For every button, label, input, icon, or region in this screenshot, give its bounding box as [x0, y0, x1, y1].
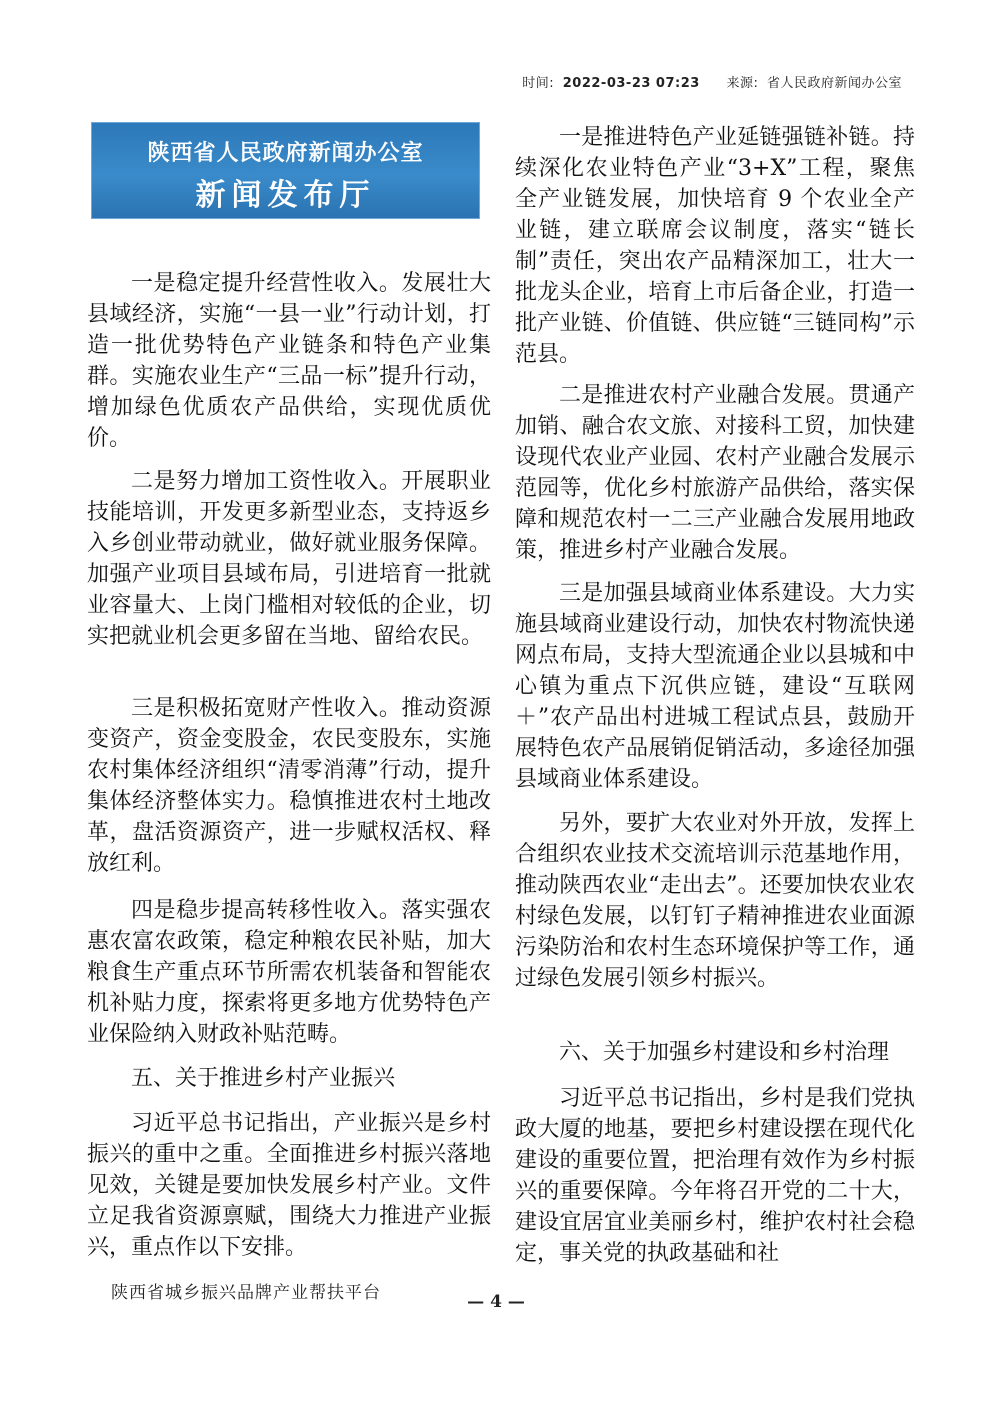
section-heading-industry: 五、关于推进乡村产业振兴 [131, 1066, 396, 1091]
paragraph-transfer-income: 四是稳步提高转移性收入。落实强农惠农富农政策，稳定种粮农民补贴，加大粮食生产重点环节所需农机装备和智能农机补贴力度，探索将更多地方优势特色产业保险纳入财政补贴范畴。 [87, 898, 491, 1047]
section-heading-governance: 六、关于加强乡村建设和乡村治理 [559, 1040, 890, 1065]
publish-date: 2022-03-23 07:23 [562, 76, 700, 91]
paragraph-industry-integration: 二是推进农村产业融合发展。贯通产加销、融合农文旅、对接科工贸，加快建设现代农业产业园、农村产业融合发展示范园等，优化乡村旅游产品供给，落实保障和规范农村一二三产业融合发展用地政策，推进乡村产业融合发展。 [515, 383, 915, 563]
footer-platform-name: 陕西省城乡振兴品牌产业帮扶平台 [111, 1283, 381, 1303]
source-label: 来源: [726, 76, 759, 91]
paragraph-county-commerce: 三是加强县域商业体系建设。大力实施县域商业建设行动，加快农村物流快递网点布局，支持大型流通企业以县城和中心镇为重点下沉供应链，建设“互联网＋”农产品出村进城工程试点县，鼓励开展特色农产品展销促销活动，多途径加强县域商业体系建设。 [515, 581, 915, 792]
paragraph-industry-intro: 习近平总书记指出，产业振兴是乡村振兴的重中之重。全面推进乡村振兴落地见效，关键是要加快发展乡村产业。文件立足我省资源禀赋，围绕大力推进产业振兴，重点作以下安排。 [87, 1111, 491, 1260]
paragraph-operating-income: 一是稳定提升经营性收入。发展壮大县域经济，实施“一县一业”行动计划，打造一批优势特色产业链条和特色产业集群。实施农业生产“三品一标”提升行动，增加绿色优质农产品供给，实现优质优价。 [87, 271, 491, 451]
paragraph-governance-intro: 习近平总书记指出，乡村是我们党执政大厦的地基，要把乡村建设摆在现代化建设的重要位置，把治理有效作为乡村振兴的重要保障。今年将召开党的二十大，建设宜居宜业美丽乡村，维护农村社会稳定，事关党的执政基础和社 [515, 1086, 915, 1266]
page-number: — 4 — [467, 1292, 525, 1312]
paragraph-industry-chain: 一是推进特色产业延链强链补链。持续深化农业特色产业“3+X”工程，聚焦全产业链发展，加快培育 9 个农业全产业链，建立联席会议制度，落实“链长制”责任，突出农产品精深加工，壮大一批龙头企业，培育上市后备企业，打造一批产业链、价值链、供应链“三链同构”示范县。 [515, 125, 915, 367]
press-room-banner [91, 122, 480, 219]
source-name: 省人民政府新闻办公室 [766, 76, 902, 91]
paragraph-property-income: 三是积极拓宽财产性收入。推动资源变资产，资金变股金，农民变股东，实施农村集体经济组织“清零消薄”行动，提升集体经济整体实力。稳慎推进农村土地改革，盘活资源资产，进一步赋权活权、释放红利。 [87, 696, 491, 876]
banner-org-name: 陕西省人民政府新闻办公室 [147, 141, 424, 166]
paragraph-opening-up: 另外，要扩大农业对外开放，发挥上合组织农业技术交流培训示范基地作用，推动陕西农业“走出去”。还要加快农业农村绿色发展，以钉钉子精神推进农业面源污染防治和农村生态环境保护等工作，通过绿色发展引领乡村振兴。 [515, 811, 915, 991]
article-meta [518, 72, 902, 91]
paragraph-wage-income: 二是努力增加工资性收入。开展职业技能培训，开发更多新型业态，支持返乡入乡创业带动就业，做好就业服务保障。加强产业项目县域布局，引进培育一批就业容量大、上岗门槛相对较低的企业，切实把就业机会更多留在当地、留给农民。 [87, 469, 491, 649]
time-label: 时间: [522, 76, 555, 91]
banner-title: 新闻发布厅 [195, 178, 376, 213]
